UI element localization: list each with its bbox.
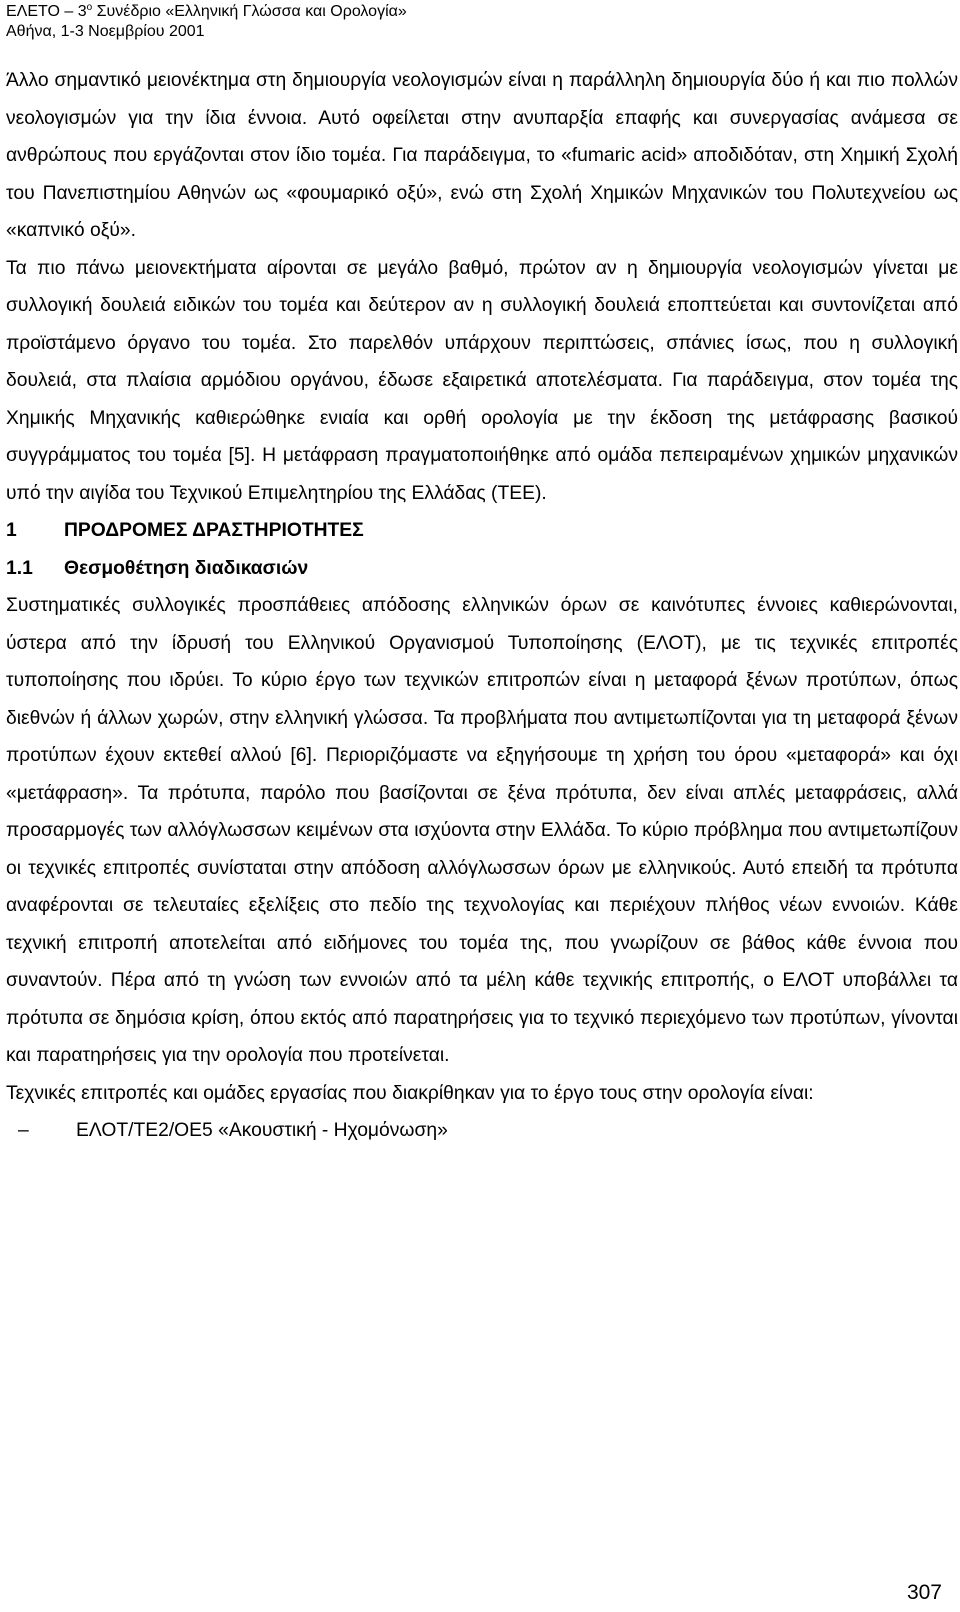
paragraph-committees-intro: Τεχνικές επιτροπές και ομάδες εργασίας που διακρίθηκαν για το έργο τους στην ορολογία είναι: <box>6 1082 814 1104</box>
header-conference-prefix: ΕΛΕΤΟ – 3 <box>6 3 87 20</box>
header-ordinal-superscript: ο <box>86 2 93 13</box>
list-dash: – <box>18 1120 29 1141</box>
paragraph-neologism-drawback: Άλλο σημαντικό μειονέκτημα στη δημιουργία νεολογισμών είναι η παράλληλη δημιουργία δύο ή και πιο πολλών νεολογισμών για την ίδια έννοια. Αυτό οφείλεται στην ανυπαρξία επαφής και συνεργασίας ανάμεσα σε ανθρώπους που εργάζονται στον ίδιο τομέα. Για παράδειγμα, το «fumaric acid» αποδιδόταν, στη Χημική Σχολή του Πανεπιστημίου Αθηνών ως «φουμαρικό οξύ», ενώ στη Σχολή Χημικών Μηχανικών του Πολυτεχνείου ως «καπνικό οξύ». <box>6 70 958 241</box>
header-conference-line <box>6 2 407 22</box>
header-date-line: Αθήνα, 1-3 Νοεμβρίου 2001 <box>6 23 205 40</box>
section-number: 1 <box>6 520 17 541</box>
subsection-heading <box>6 550 958 588</box>
paragraph-collective-work: Τα πιο πάνω μειονεκτήματα αίρονται σε μεγάλο βαθμό, πρώτον αν η δημιουργία νεολογισμών γίνεται με συλλογική δουλειά ειδικών του τομέα και δεύτερον αν η συλλογική δουλειά εποπτεύεται και συντονίζεται από προϊστάμενο όργανο του τομέα. Στο παρελθόν υπάρχουν περιπτώσεις, σπάνιες ίσως, που η συλλογική δουλειά, στα πλαίσια αρμόδιου οργάνου, έδωσε εξαιρετικά αποτελέσματα. Για παράδειγμα, στον τομέα της Χημικής Μηχανικής καθιερώθηκε ενιαία και ορθή ορολογία με την έκδοση της μετάφρασης βασικού συγγράμματος του τομέα [5]. Η μετάφραση πραγματοποιήθηκε από ομάδα πεπειραμένων χημικών μηχανικών υπό την αιγίδα του Τεχνικού Επιμελητηρίου της Ελλάδας (ΤΕΕ). <box>6 257 958 504</box>
page-number: 307 <box>906 1581 942 1604</box>
running-header <box>6 2 407 42</box>
subsection-title: Θεσμοθέτηση διαδικασιών <box>64 557 309 579</box>
document-body <box>6 62 958 1150</box>
list-item-text: ΕΛΟΤ/ΤΕ2/ΟΕ5 «Ακουστική - Ηχομόνωση» <box>76 1120 448 1141</box>
list-item <box>6 1112 958 1150</box>
section-title: ΠΡΟΔΡΟΜΕΣ ΔΡΑΣΤΗΡΙΟΤΗΤΕΣ <box>64 520 364 541</box>
header-conference-title: Συνέδριο «Ελληνική Γλώσσα και Ορολογία» <box>92 3 407 20</box>
paragraph-standardization: Συστηματικές συλλογικές προσπάθειες απόδοσης ελληνικών όρων σε καινότυπες έννοιες καθιερώνονται, ύστερα από την ίδρυσή του Ελληνικού Οργανισμού Τυποποίησης (ΕΛΟΤ), με τις τεχνικές επιτροπές τυποποίησης που ιδρύει. Το κύριο έργο των τεχνικών επιτροπών είναι η μεταφορά ξένων προτύπων, όπως διεθνών ή άλλων χωρών, στην ελληνική γλώσσα. Τα προβλήματα που αντιμετωπίζονται για τη μεταφορά ξένων προτύπων έχουν εκτεθεί αλλού [6]. Περιοριζόμαστε να εξηγήσουμε τη χρήση του όρου «μεταφορά» και όχι «μετάφραση». Τα πρότυπα, παρόλο που βασίζονται σε ξένα πρότυπα, δεν είναι απλές μεταφράσεις, αλλά προσαρμογές των αλλόγλωσσων κειμένων στα ισχύοντα στην Ελλάδα. Το κύριο πρόβλημα που αντιμετωπίζουν οι τεχνικές επιτροπές συνίσταται στην απόδοση αλλόγλωσσων όρων με ελληνικούς. Αυτό επειδή τα πρότυπα αναφέρονται σε τελευταίες εξελίξεις στο πεδίο της τεχνολογίας και περιέχουν πλήθος νέων εννοιών. Κάθε τεχνική επιτροπή αποτελείται από ειδήμονες του τομέα της, που γνωρίζουν σε βάθος κάθε έννοια που συναντούν. Πέρα από τη γνώση των εννοιών από τα μέλη κάθε τεχνικής επιτροπής, ο ΕΛΟΤ υποβάλλει τα πρότυπα σε δημόσια κρίση, όπου εκτός από παρατηρήσεις για το τεχνικό περιεχόμενο των προτύπων, γίνονται και παρατηρήσεις για την ορολογία που προτείνεται. <box>6 595 958 1066</box>
subsection-number: 1.1 <box>6 557 33 579</box>
section-heading <box>6 512 958 550</box>
